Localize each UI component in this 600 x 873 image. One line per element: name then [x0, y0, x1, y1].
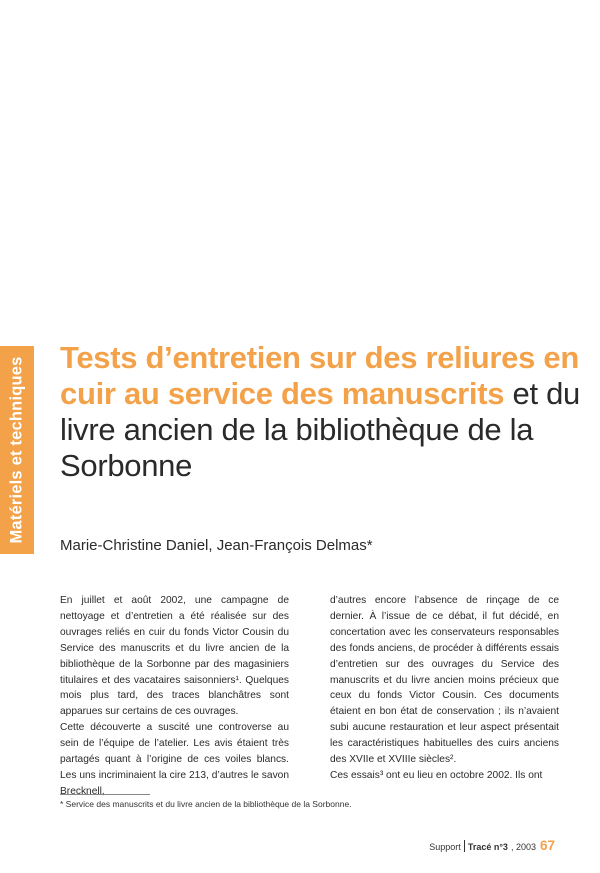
paragraph: Cette découverte a suscité une controverse au sein de l’équipe de l’atelier. Les avis étaient très partagés quant à l’origine de ces voiles blancs. Les uns incriminaient la cire 213, d’autres le savon Brecknell,: [60, 722, 289, 797]
body-column-left: [60, 593, 289, 800]
paragraph: Ces essais³ ont eu lieu en octobre 2002. Ils ont: [330, 769, 543, 781]
issue-label: Tracé n°3: [467, 842, 508, 852]
paragraph: d’autres encore l’absence de rinçage de ce dernier. À l’issue de ce débat, il fut décidé, en concertation avec les conservateurs responsables des fonds anciens, de procéder à différents essais d’entretien sur des ouvrages du Service des manuscrits et du livre ancien moins précieux que ceux du fonds Victor Cousin. Ces documents étaient en bon état de conservation ; ils n’avaient subi aucune restauration et leur aspect présentait les caractéristiques habituelles des cuirs anciens des XVIIe et XVIIIe siècles².: [330, 595, 559, 766]
body-column-right: [330, 593, 559, 784]
article-title: [60, 340, 580, 484]
footer-separator: [464, 840, 465, 852]
footnote-divider: [60, 794, 150, 795]
section-tab: [0, 346, 34, 554]
section-tab-label: Matériels et techniques: [7, 356, 26, 544]
journal-name: Support: [429, 842, 461, 852]
footnote: * Service des manuscrits et du livre ancien de la bibliothèque de la Sorbonne.: [60, 799, 352, 809]
authors: Marie-Christine Daniel, Jean-François Delmas*: [60, 537, 373, 554]
paragraph: En juillet et août 2002, une campagne de nettoyage et d’entretien a été réalisée sur des ouvrages reliés en cuir du fonds Victor Cousin du Service des manuscrits et du livre ancien de la bibliothèque de la Sorbonne par des magasiniers titulaires et des vacataires saisonniers¹. Quelques mois plus tard, des traces blanchâtres sont apparues sur certains de ces ouvrages.: [60, 595, 289, 718]
title-rest: et du livre ancien de la bibliothèque de la Sorbonne: [60, 376, 580, 483]
issue-year: , 2003: [510, 842, 536, 852]
title-highlight: Tests d’entretien sur des reliures en cuir au service des manuscrits: [60, 340, 579, 411]
page-footer: [429, 838, 555, 853]
page-number: 67: [539, 838, 555, 853]
